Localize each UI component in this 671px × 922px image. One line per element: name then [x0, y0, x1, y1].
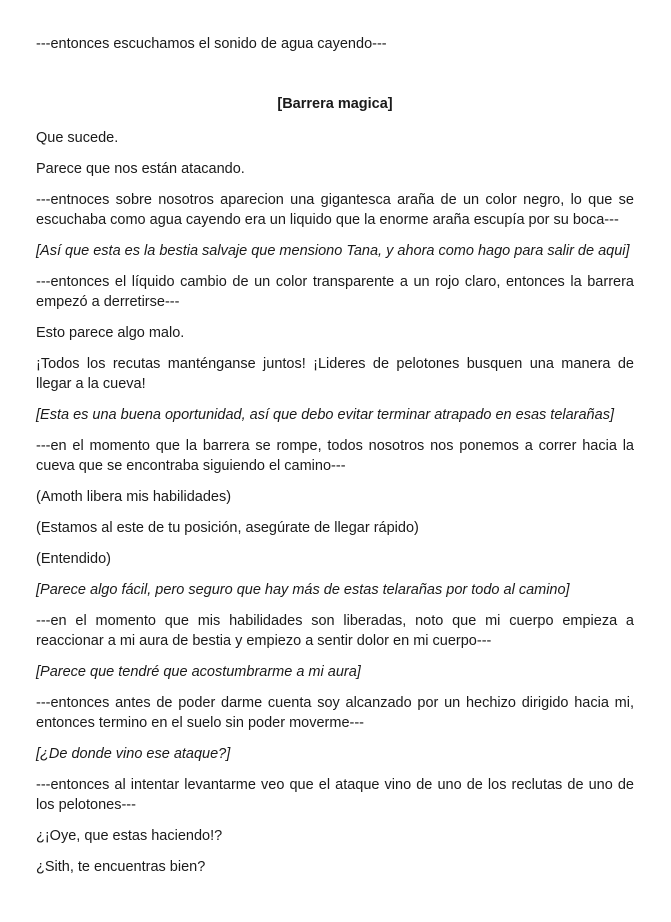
paragraph: ---en el momento que la barrera se rompe, todos nosotros nos ponemos a correr hacia la cueva que se encontraba siguiendo el camino---: [36, 438, 634, 474]
italic-paragraph: [Esta es una buena oportunidad, así que debo evitar terminar atrapado en esas telarañas]: [36, 407, 614, 423]
paragraph: Que sucede.: [36, 130, 119, 146]
document-page: [36, 34, 634, 888]
paragraph: ---en el momento que mis habilidades son liberadas, noto que mi cuerpo empieza a reaccionar a mi aura de bestia y empiezo a sentir dolor en mi cuerpo---: [36, 613, 634, 649]
italic-paragraph: [¿De donde vino ese ataque?]: [36, 746, 231, 762]
paragraph: ---entonces antes de poder darme cuenta soy alcanzado por un hechizo dirigido hacia mi, entonces termino en el suelo sin poder moverme---: [36, 695, 634, 731]
paragraph: ---entonces escuchamos el sonido de agua cayendo---: [36, 36, 387, 52]
paragraph: Esto parece algo malo.: [36, 325, 185, 341]
paragraph: (Estamos al este de tu posición, asegúrate de llegar rápido): [36, 520, 419, 536]
paragraph: ¡Todos los recutas manténganse juntos! ¡Lideres de pelotones busquen una manera de llegar a la cueva!: [36, 356, 634, 392]
italic-paragraph: [Así que esta es la bestia salvaje que mensiono Tana, y ahora como hago para salir de aqui]: [36, 243, 630, 259]
paragraph: (Amoth libera mis habilidades): [36, 489, 232, 505]
paragraph: (Entendido): [36, 551, 111, 567]
italic-paragraph: [Parece algo fácil, pero seguro que hay más de estas telarañas por todo al camino]: [36, 582, 570, 598]
paragraph: ---entnoces sobre nosotros aparecion una gigantesca araña de un color negro, lo que se escuchaba como agua cayendo era un liquido que la enorme araña escupía por su boca---: [36, 192, 634, 228]
body-paragraphs: [36, 128, 634, 877]
paragraph: ¿¡Oye, que estas haciendo!?: [36, 828, 223, 844]
paragraph: ¿Sith, te encuentras bien?: [36, 859, 206, 875]
italic-paragraph: [Parece que tendré que acostumbrarme a mi aura]: [36, 664, 361, 680]
paragraph: ---entonces al intentar levantarme veo que el ataque vino de uno de los reclutas de uno de los pelotones---: [36, 777, 634, 813]
section-heading: [Barrera magica]: [277, 96, 393, 112]
paragraph: ---entonces el líquido cambio de un color transparente a un rojo claro, entonces la barrera empezó a derretirse---: [36, 274, 634, 310]
paragraph: Parece que nos están atacando.: [36, 161, 245, 177]
